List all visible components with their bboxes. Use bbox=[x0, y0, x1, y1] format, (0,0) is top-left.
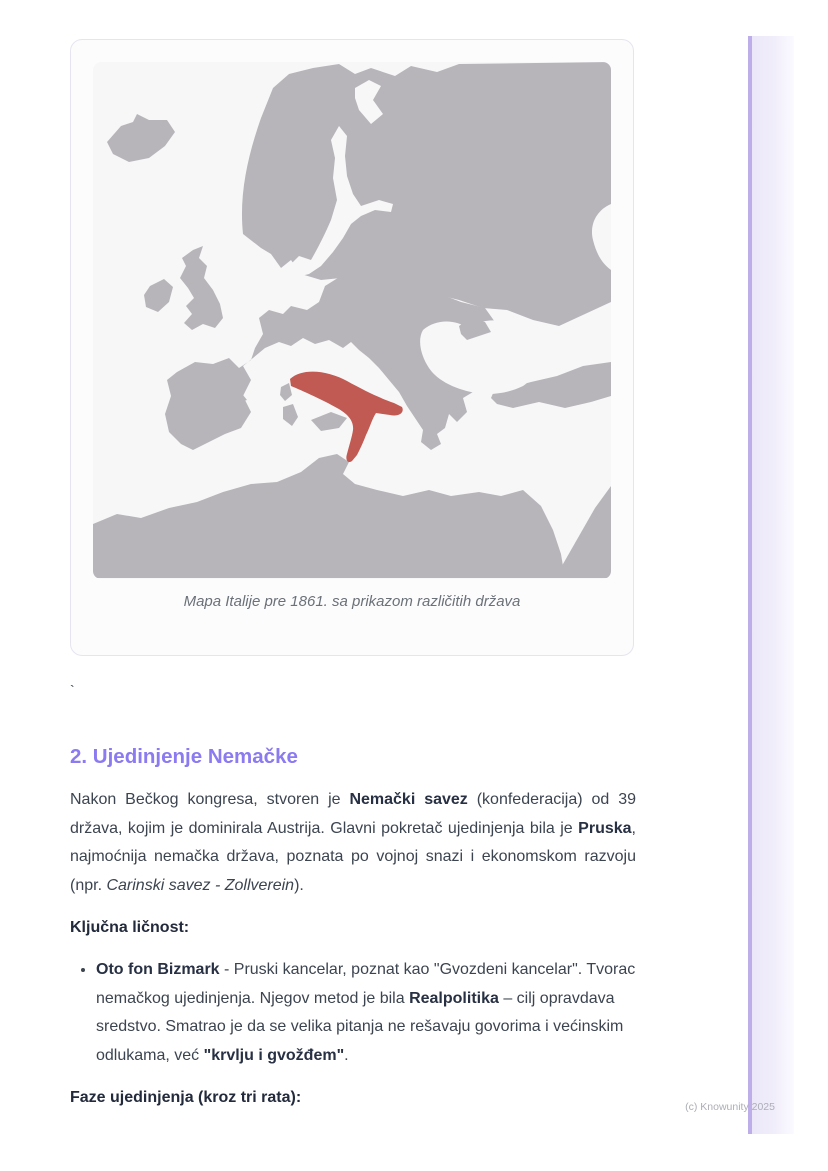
map-caption: Mapa Italije pre 1861. sa prikazom različitih država bbox=[183, 593, 521, 610]
intro-paragraph: Nakon Bečkog kongresa, stvoren je Nemački savez (konfederacija) od 39 država, kojim je dominirala Austrija. Glavni pokretač ujedinjenja bila je Pruska, najmoćnija nemačka država, poznata po vojnoj snazi i ekonomskom razvoju (npr. Carinski savez - Zollverein). bbox=[70, 791, 637, 894]
europe-map-image bbox=[93, 62, 611, 579]
key-person-list bbox=[70, 956, 636, 1070]
section-title: 2. Ujedinjenje Nemačke bbox=[70, 745, 298, 768]
key-person-heading: Ključna ličnost: bbox=[70, 919, 190, 936]
stray-backtick-character: ` bbox=[70, 682, 75, 698]
list-item-bismarck: • Oto fon Bizmark - Pruski kancelar, poznat kao "Gvozdeni kancelar". Tvorac nemačkog ujedinjenja. Njegov metod je bila Realpolitika – cilj opravdava sredstvo. Smatrao je da se velika pitanja ne rešavaju govorima i većinskim odlukama, već "krvlju i gvožđem". bbox=[96, 956, 636, 1070]
phases-heading: Faze ujedinjenja (kroz tri rata): bbox=[70, 1089, 302, 1106]
right-edge-decoration-bar bbox=[748, 36, 794, 1134]
copyright-watermark: (c) Knowunity 2025 bbox=[685, 1101, 775, 1113]
document-page bbox=[70, 39, 636, 1109]
map-figure-card bbox=[70, 39, 634, 656]
